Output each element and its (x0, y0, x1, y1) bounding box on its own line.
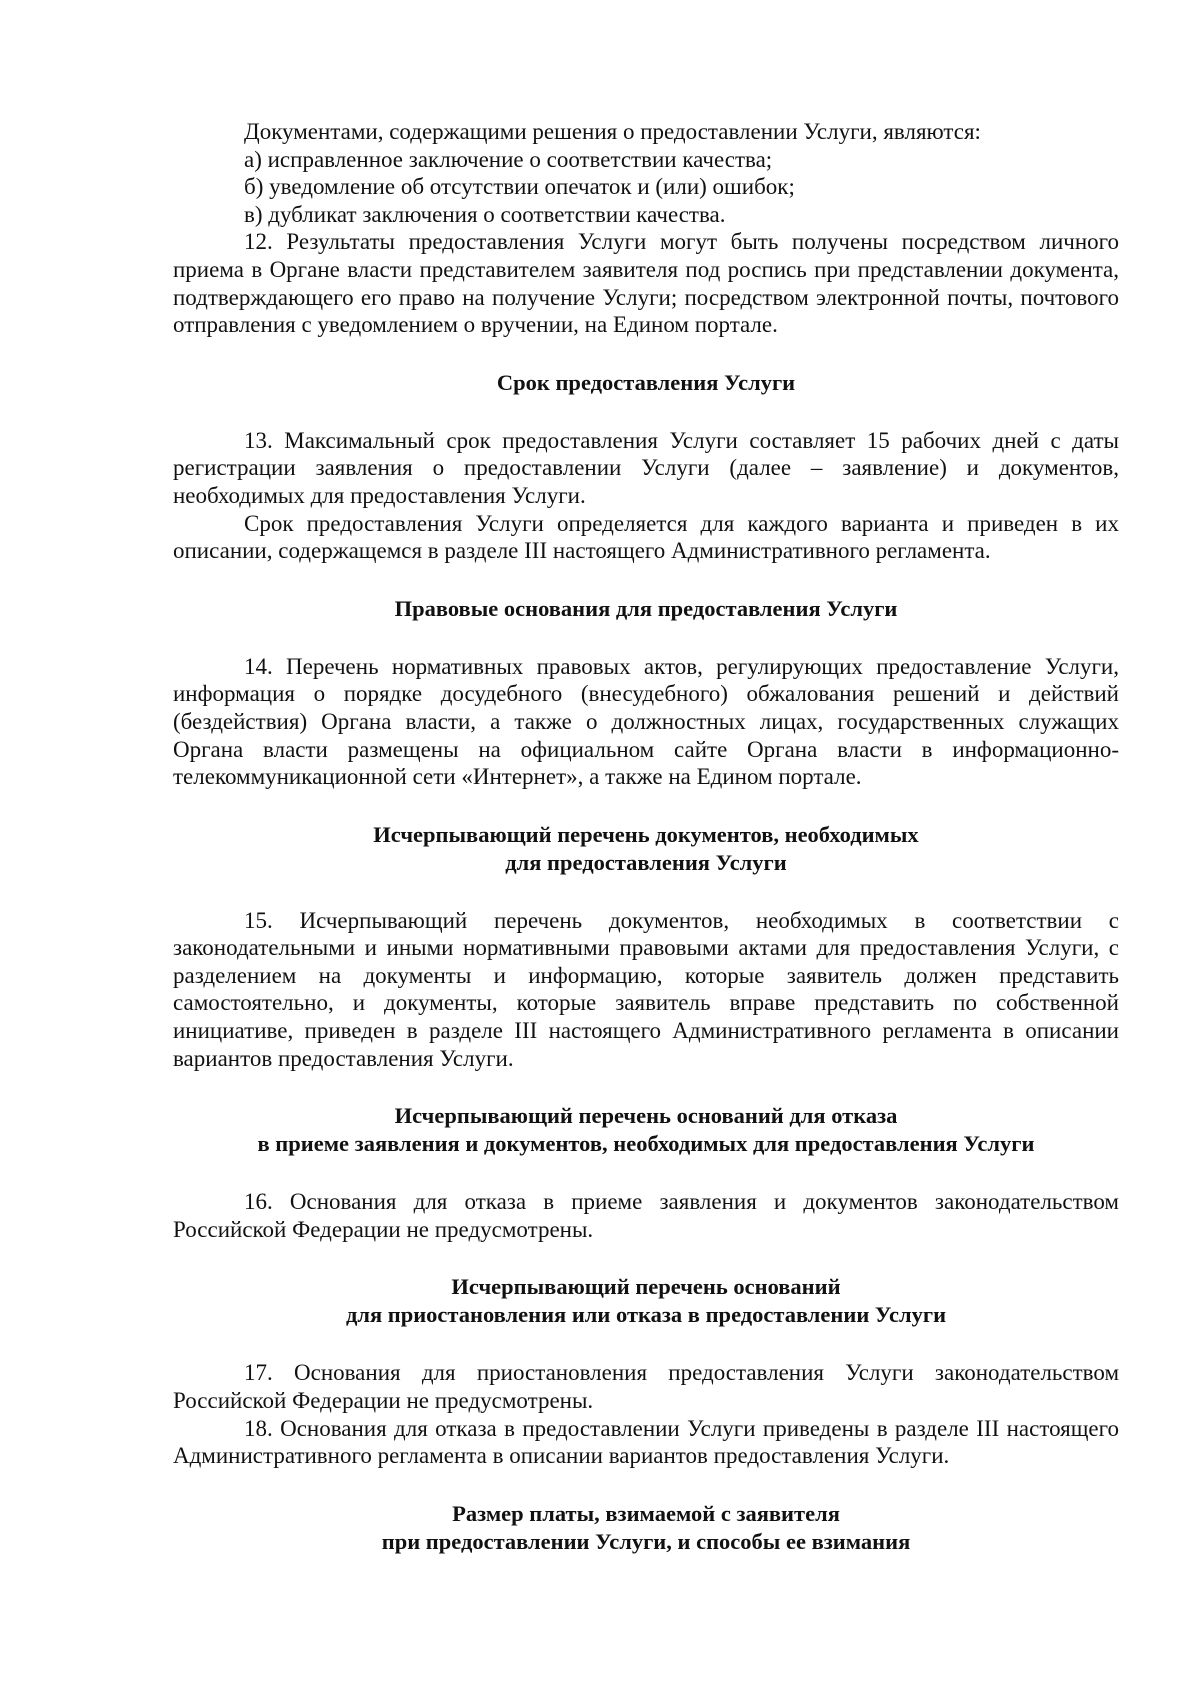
paragraph-14: 14. Перечень нормативных правовых актов, регулирующих предоставление Услуги, информация о порядке досудебного (внесудебного) обжалования решений и действий (бездействия) Органа власти, а также о должностных лицах, государственных служащих Органа власти размещены на официальном сайте Органа власти в информационно-телекоммуникационной сети «Интернет», а также на Едином портале. (173, 653, 1119, 790)
heading-fee: Размер платы, взимаемой с заявителя при предоставлении Услуги, и способы ее взимания (381, 1500, 911, 1554)
list-item-c: в) дубликат заключения о соответствии качества. (244, 201, 726, 227)
heading-legal-basis: Правовые основания для предоставления Услуги (394, 595, 898, 621)
paragraph-13: 13. Максимальный срок предоставления Услуги составляет 15 рабочих дней с даты регистрации заявления о предоставлении Услуги (далее – заявление) и документов, необходимых для предоставления Услуги. (173, 427, 1119, 508)
heading-required-documents: Исчерпывающий перечень документов, необходимых для предоставления Услуги (373, 821, 919, 875)
paragraph-18: 18. Основания для отказа в предоставлении Услуги приведены в разделе III настоящего Административного регламента в описании вариантов предоставления Услуги. (173, 1415, 1119, 1469)
paragraph-16: 16. Основания для отказа в приеме заявления и документов законодательством Российской Федерации не предусмотрены. (173, 1189, 1119, 1242)
paragraph-13-term: Срок предоставления Услуги определяется для каждого варианта и приведен в их описании, содержащемся в разделе III настоящего Административного регламента. (173, 510, 1119, 564)
heading-refusal-reception: Исчерпывающий перечень оснований для отказа в приеме заявления и документов, необходимых для предоставления Услуги (257, 1103, 1035, 1157)
paragraph-17: 17. Основания для приостановления предоставления Услуги законодательством Российской Федерации не предусмотрены. (173, 1360, 1119, 1414)
paragraph-15: 15. Исчерпывающий перечень документов, необходимых в соответствии с законодательными и иными нормативными правовыми актами для предоставления Услуги, с разделением на документы и информацию, которые заявитель должен представить самостоятельно, и документы, которые заявитель вправе представить по собственной инициативе, приведен в разделе III настоящего Административного регламента в описании вариантов предоставления Услуги. (173, 907, 1119, 1071)
results-lead: Документами, содержащими решения о предоставлении Услуги, являются: (244, 119, 981, 144)
paragraph-12: 12. Результаты предоставления Услуги могут быть получены посредством личного приема в Органе власти представителем заявителя под роспись при представлении документа, подтверждающего его право на получение Услуги; посредством электронной почты, почтового отправления с уведомлением о вручении, на Едином портале. (173, 229, 1119, 338)
heading-service-term: Срок предоставления Услуги (496, 369, 796, 395)
list-item-b: б) уведомление об отсутствии опечаток и (или) ошибок; (244, 174, 795, 200)
list-item-a: а) исправленное заключение о соответствии качества; (244, 146, 773, 172)
document-body (173, 118, 1119, 1556)
heading-suspension-refusal: Исчерпывающий перечень оснований для приостановления или отказа в предоставлении Услуги (345, 1274, 947, 1328)
